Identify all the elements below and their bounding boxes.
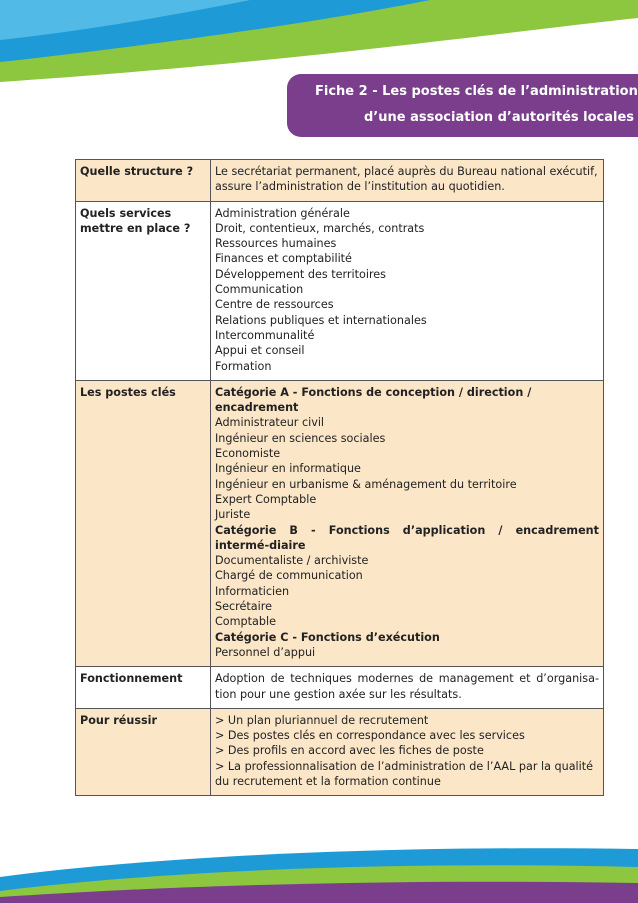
content-line: Le secrétariat permanent, placé auprès du Bureau national exécutif, — [215, 165, 598, 178]
post-item: Secrétaire — [215, 600, 272, 614]
row-label: Quels services mettre en place ? — [76, 201, 211, 380]
service-item: Appui et conseil — [215, 344, 305, 358]
service-item: Droit, contentieux, marchés, contrats — [215, 221, 425, 235]
row-content — [211, 708, 604, 795]
row-content — [211, 380, 604, 666]
category-b-heading: Catégorie B - Fonctions d’application / encadrement intermé-diaire — [215, 523, 599, 552]
service-item: Intercommunalité — [215, 328, 315, 342]
post-item: Ingénieur en sciences sociales — [215, 431, 386, 445]
row-label: Pour réussir — [76, 708, 211, 795]
fiche-title-line1: Fiche 2 - Les postes clés de l’administration — [315, 84, 638, 99]
row-label: Quelle structure ? — [76, 160, 211, 202]
row-content: Adoption de techniques modernes de management et d’organisa-tion pour une gestion axée sur les résultats. — [211, 667, 604, 709]
table-row-services — [76, 201, 604, 380]
success-item: > Des profils en accord avec les fiches de poste — [215, 744, 484, 758]
service-item: Administration générale — [215, 206, 350, 220]
service-item: Finances et comptabilité — [215, 252, 352, 266]
row-content — [211, 160, 604, 202]
fiche-title-line2: d’une association d’autorités locales — [364, 110, 635, 125]
table-row-operation — [76, 667, 604, 709]
post-item: Juriste — [215, 508, 251, 522]
post-item: Documentaliste / archiviste — [215, 554, 369, 568]
content-line: assure l’administration de l’institution au quotidien. — [215, 180, 505, 194]
post-item: Informaticien — [215, 584, 290, 598]
service-item: Relations publiques et internationales — [215, 313, 427, 327]
table-row-key-posts — [76, 380, 604, 666]
post-item: Comptable — [215, 615, 276, 629]
post-item: Administrateur civil — [215, 416, 325, 430]
row-label: Les postes clés — [76, 380, 211, 666]
table-row-structure — [76, 160, 604, 202]
key-posts-table — [75, 159, 604, 796]
post-item: Expert Comptable — [215, 492, 317, 506]
post-item: Ingénieur en informatique — [215, 462, 361, 476]
service-item: Centre de ressources — [215, 298, 334, 312]
success-item: > Un plan pluriannuel de recrutement — [215, 713, 429, 727]
fiche-title-box — [287, 74, 638, 137]
row-label: Fonctionnement — [76, 667, 211, 709]
row-content — [211, 201, 604, 380]
service-item: Communication — [215, 283, 304, 297]
category-c-heading: Catégorie C - Fonctions d’exécution — [215, 630, 440, 644]
service-item: Ressources humaines — [215, 237, 337, 251]
post-item: Chargé de communication — [215, 569, 363, 583]
service-item: Développement des territoires — [215, 267, 387, 281]
post-item: Economiste — [215, 447, 281, 461]
category-a-heading: Catégorie A - Fonctions de conception / direction / encadrement — [215, 385, 532, 415]
post-item: Personnel d’appui — [215, 645, 316, 659]
table-row-success — [76, 708, 604, 795]
post-item: Ingénieur en urbanisme & aménagement du territoire — [215, 477, 517, 491]
bottom-wave-decoration — [0, 835, 638, 903]
service-item: Formation — [215, 359, 272, 373]
success-item: > La professionnalisation de l’administration de l’AAL par la qualité du recrutement et la formation continue — [215, 759, 594, 788]
success-item: > Des postes clés en correspondance avec les services — [215, 729, 525, 743]
